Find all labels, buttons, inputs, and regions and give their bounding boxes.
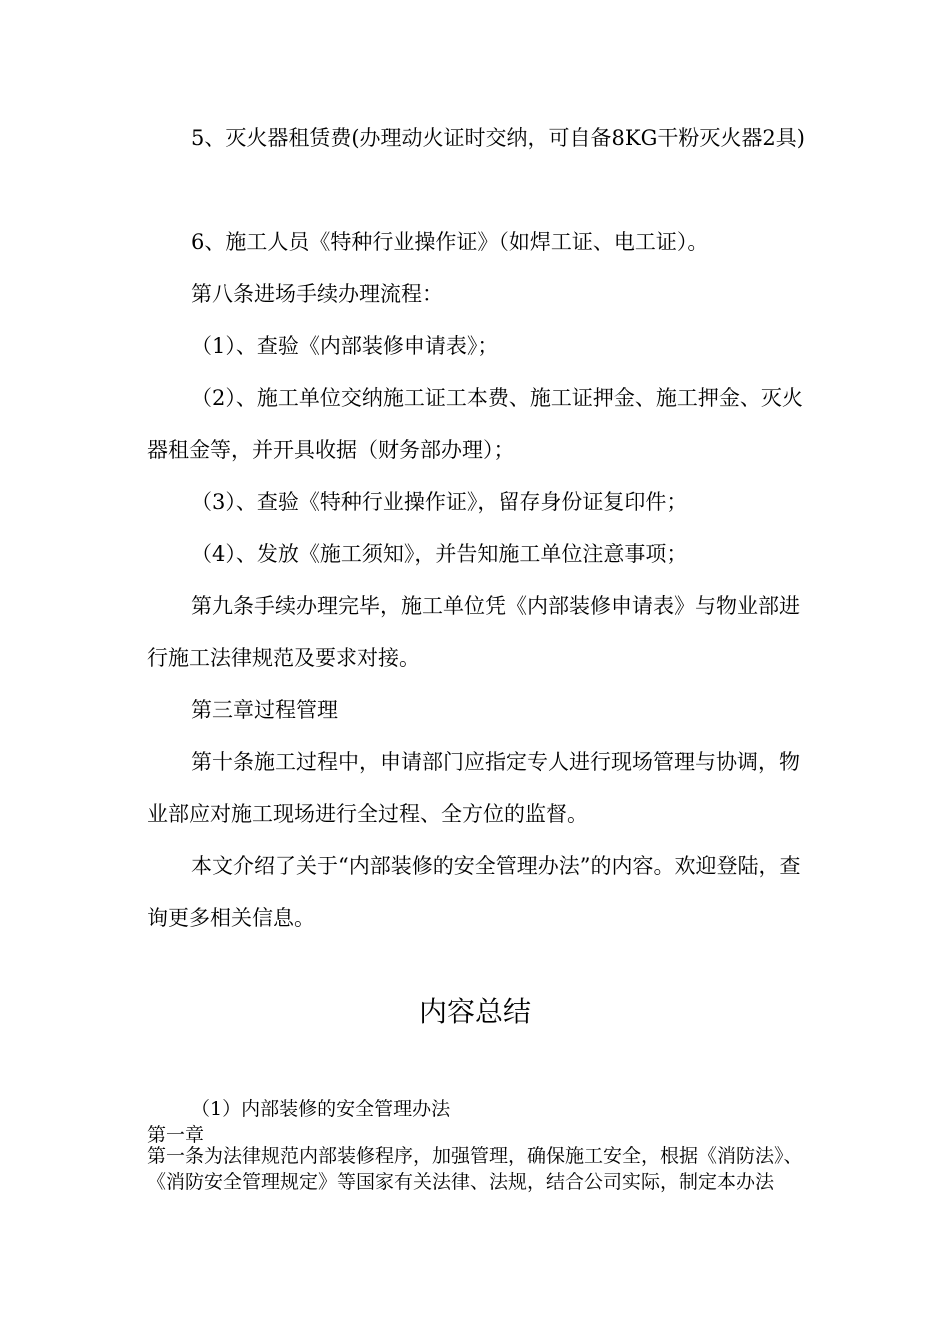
paragraph-article-9: 第九条手续办理完毕，施工单位凭《内部装修申请表》与物业部进行施工法律规范及要求对接。 [147,594,800,670]
summary-item-1: （1）内部装修的安全管理办法 [191,1098,451,1120]
paragraph-fire-extinguisher-fee: 5、灭火器租赁费(办理动火证时交纳，可自备8KG干粉灭火器2具) [191,126,805,150]
summary-chapter: 第一章 [147,1124,205,1146]
paragraph-intro-note: 本文介绍了关于“内部装修的安全管理办法”的内容。欢迎登陆，查询更多相关信息。 [147,854,801,930]
paragraph-step-4: （4）、发放《施工须知》，并告知施工单位注意事项； [191,542,688,566]
paragraph-chapter-3: 第三章过程管理 [191,698,338,722]
paragraph-step-2: （2）、施工单位交纳施工证工本费、施工证押金、施工押金、灭火器租金等，并开具收据（财务部办理）； [147,386,803,462]
summary-article-1: 第一条为法律规范内部装修程序，加强管理，确保施工安全，根据《消防法》、《消防安全管理规定》等国家有关法律、法规，结合公司实际，制定本办法 [147,1145,803,1193]
summary-title: 内容总结 [418,995,531,1028]
paragraph-article-8: 第八条进场手续办理流程： [191,282,443,306]
paragraph-article-10: 第十条施工过程中，申请部门应指定专人进行现场管理与协调，物业部应对施工现场进行全过程、全方位的监督。 [147,750,800,826]
paragraph-operation-certificate: 6、施工人员《特种行业操作证》（如焊工证、电工证）。 [191,230,709,254]
paragraph-step-1: （1）、查验《内部装修申请表》； [191,334,499,358]
paragraph-step-3: （3）、查验《特种行业操作证》，留存身份证复印件； [191,490,688,514]
